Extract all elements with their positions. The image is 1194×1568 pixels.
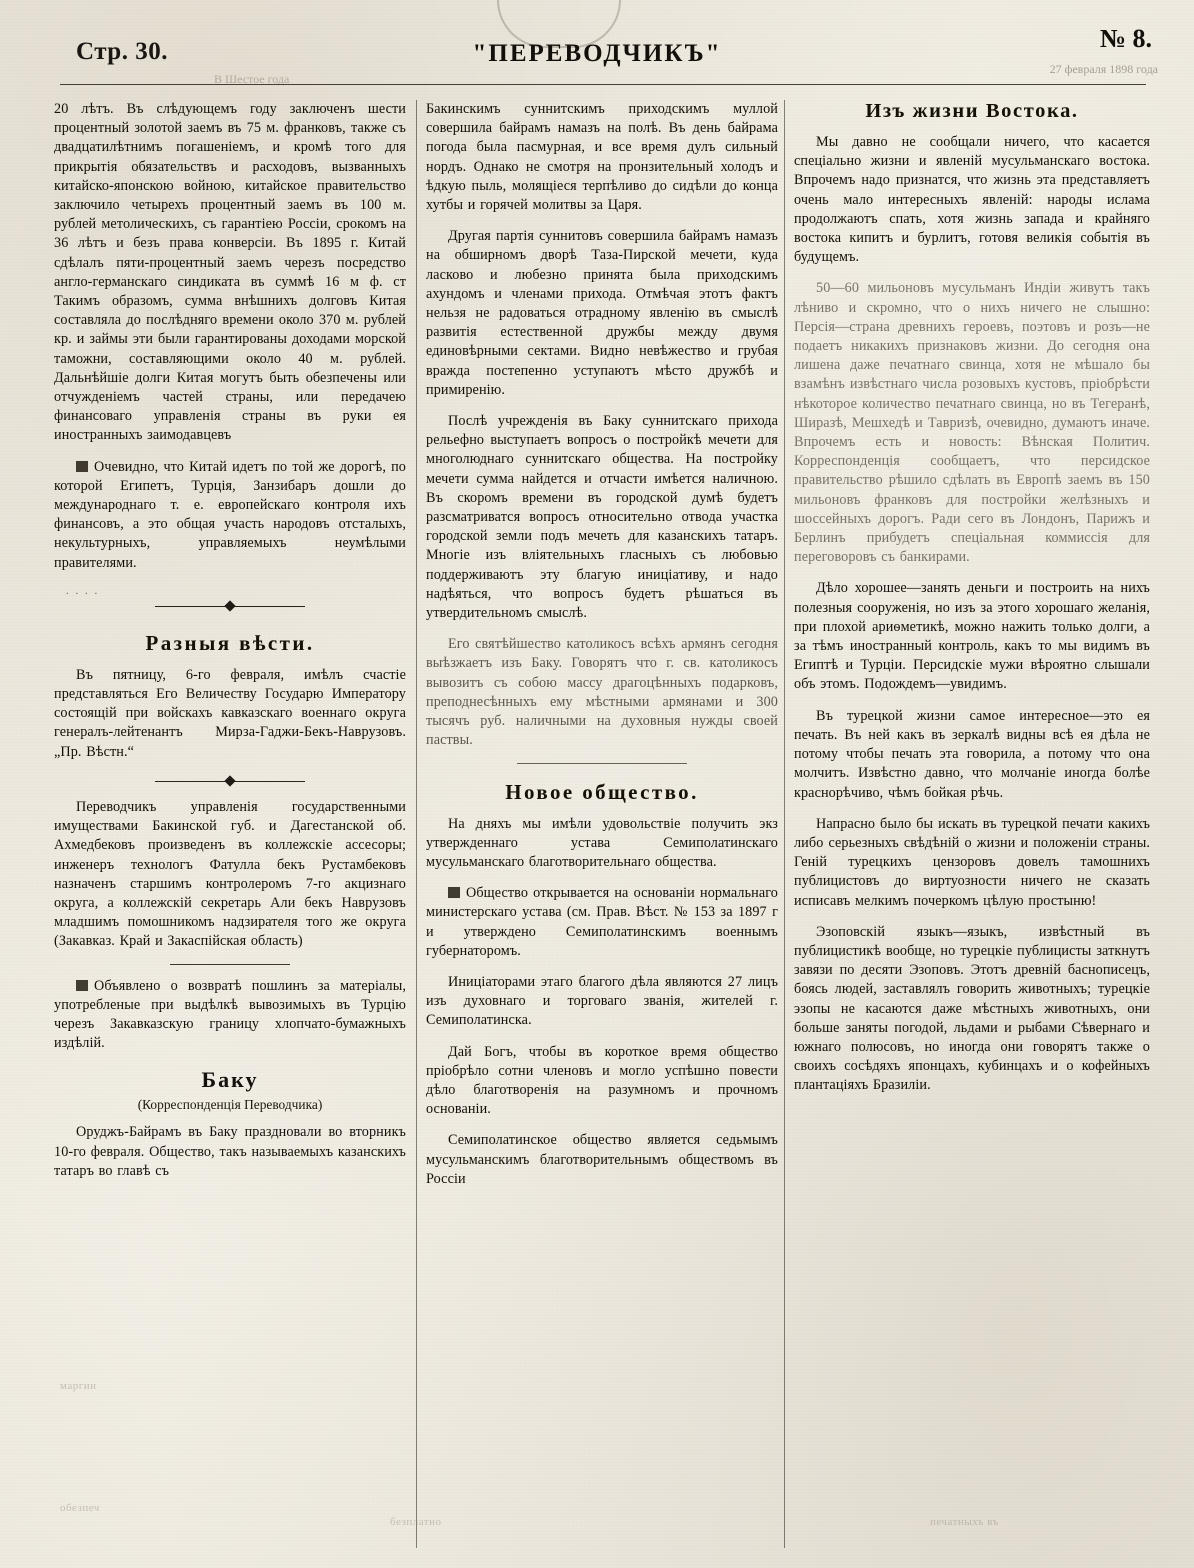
masthead-divider xyxy=(60,84,1146,85)
ghost-mark-right: печатныхъ въ xyxy=(930,1516,999,1528)
paragraph-marker-icon xyxy=(76,980,88,991)
paragraph-marker-icon xyxy=(76,461,88,472)
issue-date: 27 февраля 1898 года xyxy=(1049,62,1158,76)
section-heading-novoe-obschestvo: Новое общество. xyxy=(505,779,699,804)
paragraph: Переводчикъ управленія государственными имуществами Бакинской губ. и Дагестанской об. Ахмедбековъ произведенъ въ коллежскіе ассесоры; инженеръ технологъ Фатулла бекъ Рустамбековъ назначенъ старшимъ контролеромъ 7-го акцизнаго округа, а коллежскій секретарь Али бекъ Наврузовъ младшимъ помошникомъ надзирателя того же округа (Закавказ. Край и Закаспійская область) xyxy=(54,798,406,950)
paragraph: Въ пятницу, 6-го февраля, имѣлъ счастіе представляться Его Величеству Государю Императору состоящій при войскахъ кавказскаго военнаго округа генералъ-лейтенантъ Мирза-Гаджи-Бекъ-Наврузовъ. „Пр. Вѣстн.“ xyxy=(54,666,406,760)
column-3 xyxy=(794,100,1150,1548)
paragraph: Послѣ учрежденія въ Баку суннитскаго прихода рельефно выступаетъ вопросъ о постройкѣ мечети для многолюднаго суннитскаго общества. На постройку мечети сумма найдется и отчасти имѣется наличною. Въ скоромъ времени въ городской думѣ будетъ разсматриватся вопросъ относительно отвода участка городской земли подъ мечеть для казанскихъ татаръ. Многіе изъ вліятельныхъ гласныхъ съ любовью поддерживаютъ эту благую иниціативу, и надо надѣяться, что вопросъ будетъ рѣшаться въ утвердительномъ смыслѣ. xyxy=(426,413,778,622)
paragraph xyxy=(54,977,406,1054)
paragraph-text: Очевидно, что Китай идетъ по той же дорогѣ, по которой Египетъ, Турція, Занзибаръ дошли до международнаго т. е. европейскаго контроля ихъ финансовъ, а это общая участь народовъ отсталыхъ, некультурныхъ, управляемыхъ неумѣлыми правителями. xyxy=(54,458,406,571)
issue-number: № 8. xyxy=(1099,24,1152,53)
paragraph: Напрасно было бы искать въ турецкой печати какихъ либо серьезныхъ свѣдѣній о жизни и положеніи страны. Геній турецкихъ цензоровъ довелъ тамошнихъ публицистовъ до виртуозности ничего не сказать исписавъ мелкимъ почеркомъ цѣлую простыню! xyxy=(794,815,1150,909)
paragraph-text: Объявлено о возвратѣ пошлинъ за матеріалы, употребленые при выдѣлкѣ вывозимыхъ въ Турцію черезъ Закавказскую границу хлопчато-бумажныхъ издѣлій. xyxy=(54,977,406,1052)
page-number: Стр. 30. xyxy=(76,38,168,65)
paragraph-text: Общество открывается на основаніи нормальнаго министерскаго устава (см. Прав. Вѣст. № 153 за 1897 г и утверждено Семиполатинскимъ военнымъ губернаторомъ. xyxy=(426,885,778,959)
decoration-dots: . . . . xyxy=(66,584,100,597)
section-subtitle: (Корреспонденція Переводчика) xyxy=(137,1097,323,1113)
paragraph: Другая партія суннитовъ совершила байрамъ намазъ на обширномъ дворѣ Таза-Пирской мечети, куда ласково и любезно принята была приходскимъ ахундомъ и членами прихода. Отмѣчая этотъ фактъ нельзя не радоваться отрадному явленію въ смыслѣ развитія естественной дружбы между двумя единовѣрными сектами. Видно невѣжество и грубая вражда постепенно уступаютъ мѣсто дружбѣ и примиренію. xyxy=(426,228,778,398)
paragraph: Эзоповскій языкъ—языкъ, извѣстный въ публицистикѣ вообще, но турецкіе публицисты заткнутъ завязи по десяти Эзоповъ. Этотъ древній баснописецъ, боясь людей, заставлялъ говорить животныхъ; турецкіе эзопы не касаются даже мѣстныхъ животныхъ, они больше заняты погодой, льдами и рыбами Сѣвернаго и южнаго полюсовъ, но иногда они говорятъ также о своихъ сосѣдяхъ японцахъ, кубинцахъ и о кофейныхъ плантаціяхъ Бразиліи. xyxy=(794,923,1150,1094)
column-divider-2 xyxy=(784,100,785,1548)
paragraph-marker-icon xyxy=(448,887,460,898)
ghost-mark-left-2: обезпеч xyxy=(60,1502,100,1514)
column-2 xyxy=(426,100,778,1548)
section-heading-baku: Баку xyxy=(201,1067,259,1093)
column-divider-1 xyxy=(416,100,417,1548)
paragraph: На дняхъ мы имѣли удовольствіе получить экз утвержденнаго устава Семиполатинскаго мусульманскаго благотворительнаго общества. xyxy=(426,815,778,870)
section-heading-iz-zhizni-vostoka: Изъ жизни Востока. xyxy=(865,100,1079,122)
paragraph: Въ турецкой жизни самое интересное—это ея печать. Въ ней какъ въ зеркалѣ видны всѣ ея дѣла не потому чтобы печать эта говорила, а потому что она молчитъ. Извѣстно давно, что молчаніе иногда болѣе краснорѣчиво, чѣмъ бойкая рѣчь. xyxy=(794,707,1150,801)
rule-divider xyxy=(517,763,687,764)
column-1 xyxy=(54,100,406,1548)
ghost-mark-mid: безплатно xyxy=(390,1516,442,1528)
paragraph: Иниціаторами этаго благого дѣла являются 27 лицъ изъ духовнаго и торговаго званія, жителей г. Семиполатинска. xyxy=(426,973,778,1029)
section-heading-raznyya-vesti: Разныя вѣсти. xyxy=(145,630,315,655)
paragraph: Дай Богъ, чтобы въ короткое время общество пріобрѣло сотни членовъ и могло успѣшно повести дѣло благотворенія на разумномъ и прочномъ основаніи. xyxy=(426,1043,778,1118)
columns-container xyxy=(54,100,1152,1548)
ornament-divider xyxy=(54,774,406,790)
paragraph: 20 лѣтъ. Въ слѣдующемъ году заключенъ шести процентный золотой заемъ въ 75 м. франковъ, также съ двадцатилѣтнимъ погашеніемъ, и кромѣ того для прикрытія обязательствъ и расходовъ, вызванныхъ китайско-японскою войною, китайское правительство заключило четырехъ процентный заемъ въ 100 м. рублей метолическихъ, съ гарантіею Россіи, срокомъ на 36 лѣтъ и безъ права конверсіи. Въ 1895 г. Китай сдѣлалъ пяти-процентный заемъ черезъ посредство англо-германскаго синдиката въ суммѣ 16 м ф. ст Такимъ образомъ, сумма внѣшнихъ долговъ Китая составляла до послѣдняго времени около 370 м. рублей кр. и займы эти были гарантированы доходами морской таможни, составляющими около 40 м. рублей. Дальнѣйшіе долги Китая могутъ быть обезпечены или отчужденіемъ частей страны, или передачею финансоваго управленія страны въ руки ея иностранныхъ заимодавцевъ xyxy=(54,101,406,444)
paragraph: Семиполатинское общество является седьмымъ мусульманскимъ благотворительнымъ обществомъ въ Россіи xyxy=(426,1132,778,1187)
paragraph: 50—60 мильоновъ мусульманъ Индіи живутъ такъ лѣниво и скромно, что о нихъ ничего не слышно: Персія—страна древнихъ героевъ, поэтовъ и розъ—не подаетъ никакихъ признаковъ жизни. До сегодня она лишена даже печатнаго свинца, хотя не мѣшало бы взамѣнъ извѣстнаго числа розовыхъ кустовъ, пріобрѣсти нѣкоторое количество печатнаго свинца, но въ Тегеранѣ, Ширазѣ, Мешхедѣ и Тавризѣ, очевидно, думаютъ иначе. Впрочемъ есть и новость: Вѣнская Политич. Корреспонденція сообщаетъ, что персидское правительство рѣшило сдѣлать въ Европѣ заемъ въ 150 мильоновъ франковъ для постройки желѣзныхъ и шоссейныхъ дорогъ. Ради сего въ Лондонъ, Парижъ и Берлинъ прибудетъ спеціальная коммиссія для переговоровъ съ банкирами. xyxy=(794,280,1150,566)
paragraph: Мы давно не сообщали ничего, что касается спеціально жизни и явленій мусульманскаго востока. Впрочемъ надо признатся, что жизнь эта представляетъ очень мало интересныхъ явленій: народы ислама продолжаютъ спать, хотя жизнь запада и крайняго востока кипитъ и бурлитъ, готовя великія событія въ будущемъ. xyxy=(794,134,1150,266)
paragraph: Его святѣйшество католикосъ всѣхъ армянъ сегодня выѣзжаетъ изъ Баку. Говорятъ что г. св. католикосъ вывозитъ съ собою массу драгоцѣнныхъ подарковъ, преподнесѣнныхъ ему мѣстными армянами и 300 тысячъ руб. наличными на духовныя нужды своей паствы. xyxy=(426,636,778,749)
masthead xyxy=(0,18,1194,84)
paragraph xyxy=(54,458,406,573)
paragraph: Бакинскимъ суннитскимъ приходскимъ муллой совершила байрамъ намазъ на полѣ. Въ день байрама погода была пасмурная, и все время дулъ сильный нордъ. Однако не смотря на пронзительный холодъ и ѣдкую пыль, молящіеся терпѣливо до сидѣли до конца хутбы и горячей молитвы за Царя. xyxy=(426,101,778,214)
paragraph: Оруджъ-Байрамъ въ Баку праздновали во вторникъ 10-го февраля. Общество, такъ называемыхъ казанскихъ татаръ во главѣ съ xyxy=(54,1124,406,1179)
masthead-left-note: В Шестое года xyxy=(214,72,290,86)
ornament-divider xyxy=(54,599,406,615)
newspaper-title: "ПЕРЕВОДЧИКЪ" xyxy=(472,40,722,67)
paragraph xyxy=(426,884,778,961)
paragraph: Дѣло хорошее—занять деньги и построить на нихъ полезныя сооруженія, но изъ за этого хорошаго желанія, при плохой ариѳметикѣ, можно нажить только долги, а за тѣмъ иностранный контроль, какъ то мы видимъ въ Египтѣ и Турціи. Персидскіе мужи вѣроятно слышали объ этомъ. Подождемъ—увидимъ. xyxy=(794,580,1150,693)
ghost-mark-left: маргин xyxy=(60,1380,97,1392)
rule-divider xyxy=(170,964,290,965)
